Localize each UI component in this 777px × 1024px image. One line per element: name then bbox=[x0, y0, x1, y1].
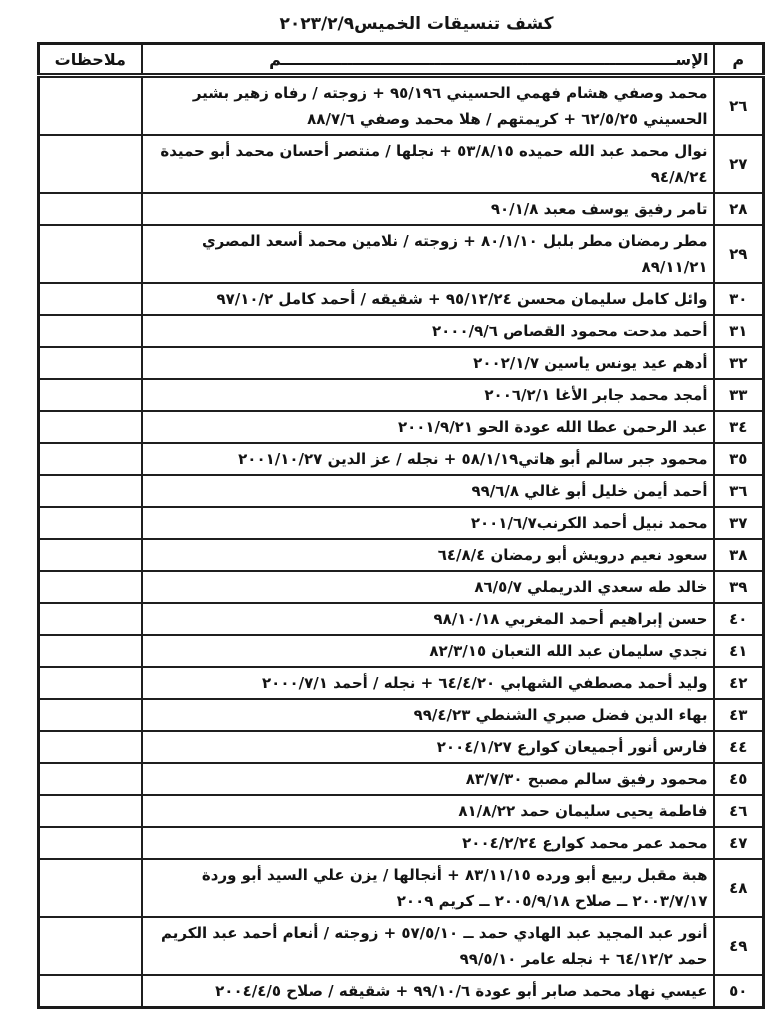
row-name: سعود نعيم درويش أبو رمضان ٦٤/٨/٤ bbox=[142, 539, 714, 571]
row-name: بهاء الدين فضل صبري الشنطي ٩٩/٤/٢٣ bbox=[142, 699, 714, 731]
row-number: ٣٠ bbox=[714, 283, 764, 315]
row-name: وليد أحمد مصطفي الشهابي ٦٤/٤/٢٠ + نجله / أحمد ٢٠٠٠/٧/١ bbox=[142, 667, 714, 699]
row-name: أدهم عيد يونس ياسين ٢٠٠٢/١/٧ bbox=[142, 347, 714, 379]
table-row bbox=[39, 667, 764, 699]
row-name: نوال محمد عبد الله حميده ٥٣/٨/١٥ + نجلها / منتصر أحسان محمد أبو حميدة ٩٤/٨/٢٤ bbox=[142, 135, 714, 193]
row-notes bbox=[39, 603, 142, 635]
row-notes bbox=[39, 379, 142, 411]
row-name: فارس أنور أجميعان كوارع ٢٠٠٤/١/٢٧ bbox=[142, 731, 714, 763]
row-notes bbox=[39, 135, 142, 193]
header-cell-name: الإســــــــــــــــــــــــــــــــــــــــــــــــــــــــــــــــــــــــم bbox=[142, 44, 714, 76]
table-row bbox=[39, 731, 764, 763]
row-name: وائل كامل سليمان محسن ٩٥/١٢/٢٤ + شقيقه / أحمد كامل ٩٧/١٠/٢ bbox=[142, 283, 714, 315]
row-notes bbox=[39, 475, 142, 507]
row-name: مطر رمضان مطر بلبل ٨٠/١/١٠ + زوجته / نلامين محمد أسعد المصري ٨٩/١١/٢١ bbox=[142, 225, 714, 283]
row-notes bbox=[39, 411, 142, 443]
table-header bbox=[39, 44, 764, 76]
row-number: ٣٤ bbox=[714, 411, 764, 443]
row-notes bbox=[39, 975, 142, 1008]
row-name: نجدي سليمان عبد الله التعبان ٨٢/٣/١٥ bbox=[142, 635, 714, 667]
row-number: ٣٩ bbox=[714, 571, 764, 603]
row-number: ٥٠ bbox=[714, 975, 764, 1008]
row-notes bbox=[39, 539, 142, 571]
row-number: ٤٨ bbox=[714, 859, 764, 917]
row-notes bbox=[39, 827, 142, 859]
page-title: كشف تنسيقات الخميس٢٠٢٣/٢/٩ bbox=[279, 14, 554, 34]
table-row bbox=[39, 603, 764, 635]
row-number: ٣٥ bbox=[714, 443, 764, 475]
row-number: ٤٣ bbox=[714, 699, 764, 731]
row-notes bbox=[39, 667, 142, 699]
table-row bbox=[39, 283, 764, 315]
row-notes bbox=[39, 763, 142, 795]
header-cell-notes: ملاحظات bbox=[39, 44, 142, 76]
table-row bbox=[39, 411, 764, 443]
table-row bbox=[39, 347, 764, 379]
row-name: محمود رفيق سالم مصبح ٨٣/٧/٣٠ bbox=[142, 763, 714, 795]
row-notes bbox=[39, 507, 142, 539]
table-body bbox=[39, 76, 764, 1008]
row-notes bbox=[39, 859, 142, 917]
row-number: ٢٩ bbox=[714, 225, 764, 283]
row-notes bbox=[39, 283, 142, 315]
row-number: ٤٥ bbox=[714, 763, 764, 795]
row-name: محمود جبر سالم أبو هاتي٥٨/١/١٩ + نجله / عز الدين ٢٠٠١/١٠/٢٧ bbox=[142, 443, 714, 475]
row-number: ٣١ bbox=[714, 315, 764, 347]
row-number: ٢٦ bbox=[714, 76, 764, 136]
row-name: محمد وصفي هشام فهمي الحسيني ٩٥/١٩٦ + زوجته / رفاه زهير بشير الحسيني ٦٢/٥/٢٥ + كريمتهم / هلا محمد وصفي ٨٨/٧/٦ bbox=[142, 76, 714, 136]
table-row bbox=[39, 193, 764, 225]
row-notes bbox=[39, 315, 142, 347]
coordination-list-table bbox=[37, 42, 765, 1009]
row-number: ٤١ bbox=[714, 635, 764, 667]
row-name: أحمد مدحت محمود القصاص ٢٠٠٠/٩/٦ bbox=[142, 315, 714, 347]
row-name: عبد الرحمن عطا الله عودة الحو ٢٠٠١/٩/٢١ bbox=[142, 411, 714, 443]
row-notes bbox=[39, 699, 142, 731]
table-row bbox=[39, 859, 764, 917]
table-row bbox=[39, 76, 764, 136]
row-notes bbox=[39, 795, 142, 827]
table-row bbox=[39, 135, 764, 193]
table-row bbox=[39, 795, 764, 827]
row-number: ٣٦ bbox=[714, 475, 764, 507]
row-name: تامر رفيق يوسف معبد ٩٠/١/٨ bbox=[142, 193, 714, 225]
table-row bbox=[39, 475, 764, 507]
row-number: ٣٣ bbox=[714, 379, 764, 411]
table-row bbox=[39, 917, 764, 975]
row-notes bbox=[39, 635, 142, 667]
row-number: ٤٧ bbox=[714, 827, 764, 859]
row-name: محمد نبيل أحمد الكرنب٢٠٠١/٦/٧ bbox=[142, 507, 714, 539]
row-number: ٣٧ bbox=[714, 507, 764, 539]
table-row bbox=[39, 975, 764, 1008]
row-name: فاطمة يحيى سليمان حمد ٨١/٨/٢٢ bbox=[142, 795, 714, 827]
row-notes bbox=[39, 571, 142, 603]
row-notes bbox=[39, 76, 142, 136]
row-name: هبة مقبل ربيع أبو ورده ٨٣/١١/١٥ + أنجالها / يزن علي السيد أبو وردة ٢٠٠٣/٧/١٧ ــ صلاح ٢٠٠٥/٩/١٨ ــ كريم ٢٠٠٩ bbox=[142, 859, 714, 917]
row-notes bbox=[39, 731, 142, 763]
table-row bbox=[39, 699, 764, 731]
row-number: ٤٤ bbox=[714, 731, 764, 763]
row-number: ٤٠ bbox=[714, 603, 764, 635]
row-number: ٣٨ bbox=[714, 539, 764, 571]
table-row bbox=[39, 763, 764, 795]
row-name: أنور عبد المجيد عبد الهادي حمد ــ ٥٧/٥/١٠ + زوجته / أنعام أحمد عبد الكريم حمد ٦٤/١٢/٢ + نجله عامر ٩٩/٥/١٠ bbox=[142, 917, 714, 975]
row-number: ٢٧ bbox=[714, 135, 764, 193]
table-row bbox=[39, 379, 764, 411]
header-cell-number: م bbox=[714, 44, 764, 76]
table-row bbox=[39, 635, 764, 667]
header-row bbox=[39, 44, 764, 76]
table-row bbox=[39, 539, 764, 571]
table-row bbox=[39, 225, 764, 283]
row-notes bbox=[39, 443, 142, 475]
table-row bbox=[39, 315, 764, 347]
row-name: محمد عمر محمد كوارع ٢٠٠٤/٢/٢٤ bbox=[142, 827, 714, 859]
table-row bbox=[39, 827, 764, 859]
row-name: عيسي نهاد محمد صابر أبو عودة ٩٩/١٠/٦ + شقيقه / صلاح ٢٠٠٤/٤/٥ bbox=[142, 975, 714, 1008]
row-name: أحمد أيمن خليل أبو غالي ٩٩/٦/٨ bbox=[142, 475, 714, 507]
row-number: ٣٢ bbox=[714, 347, 764, 379]
row-number: ٤٢ bbox=[714, 667, 764, 699]
row-notes bbox=[39, 347, 142, 379]
row-notes bbox=[39, 225, 142, 283]
row-name: أمجد محمد جابر الأغا ٢٠٠٦/٢/١ bbox=[142, 379, 714, 411]
row-notes bbox=[39, 193, 142, 225]
row-notes bbox=[39, 917, 142, 975]
table-row bbox=[39, 443, 764, 475]
row-name: خالد طه سعدي الدريملي ٨٦/٥/٧ bbox=[142, 571, 714, 603]
row-number: ٢٨ bbox=[714, 193, 764, 225]
row-number: ٤٦ bbox=[714, 795, 764, 827]
row-name: حسن إبراهيم أحمد المغربي ٩٨/١٠/١٨ bbox=[142, 603, 714, 635]
table-row bbox=[39, 507, 764, 539]
table-row bbox=[39, 571, 764, 603]
row-number: ٤٩ bbox=[714, 917, 764, 975]
